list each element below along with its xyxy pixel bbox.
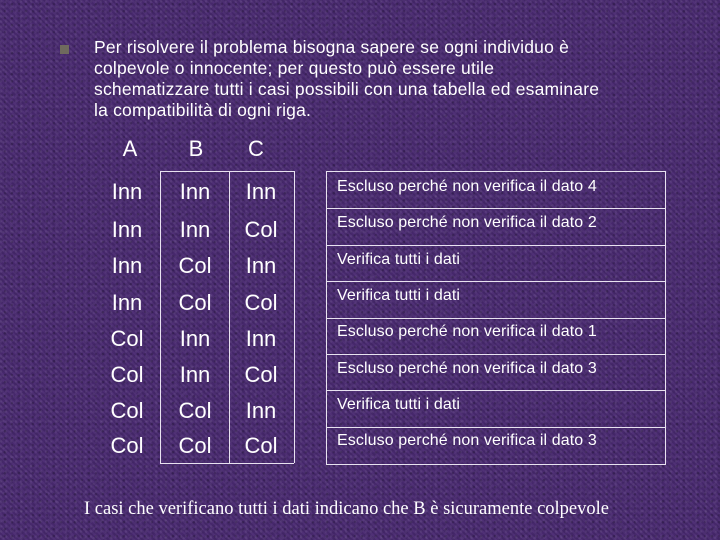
row-divider xyxy=(327,245,665,246)
cell-c: Col xyxy=(244,362,278,387)
row-divider xyxy=(327,427,665,428)
cell-b: Col xyxy=(178,290,212,315)
intro-line: colpevole o innocente; per questo può essere utile xyxy=(94,58,495,78)
cell-b: Inn xyxy=(179,326,211,351)
cell-c: Inn xyxy=(245,179,277,204)
intro-line: schematizzare tutti i casi possibili con una tabella ed esaminare xyxy=(94,79,600,99)
row-verdict: Escluso perché non verifica il dato 3 xyxy=(337,432,597,449)
row-divider xyxy=(327,354,665,355)
header-c: C xyxy=(248,136,264,161)
cell-a: Inn xyxy=(111,217,143,242)
intro-line: Per risolvere il problema bisogna sapere se ogni individuo è xyxy=(94,37,570,57)
cell-c: Col xyxy=(244,290,278,315)
intro-text xyxy=(94,37,684,121)
row-divider xyxy=(327,208,665,209)
truth-table xyxy=(92,136,294,464)
cell-b: Col xyxy=(178,433,212,458)
verdict-column xyxy=(326,171,666,465)
row-verdict: Escluso perché non verifica il dato 3 xyxy=(337,360,597,377)
cell-c: Col xyxy=(244,217,278,242)
intro-line: la compatibilità di ogni riga. xyxy=(94,100,312,120)
cell-a: Inn xyxy=(111,179,143,204)
row-divider xyxy=(327,390,665,391)
cell-c: Col xyxy=(244,433,278,458)
cell-a: Col xyxy=(110,362,144,387)
bullet-square-icon xyxy=(60,45,69,54)
cell-b: Inn xyxy=(179,217,211,242)
cell-c: Inn xyxy=(245,253,277,278)
header-a: A xyxy=(122,136,138,161)
cell-b: Inn xyxy=(179,179,211,204)
row-verdict: Verifica tutti i dati xyxy=(337,287,461,304)
cell-c: Inn xyxy=(245,398,277,423)
row-divider xyxy=(327,281,665,282)
row-verdict: Escluso perché non verifica il dato 4 xyxy=(337,178,597,195)
row-divider xyxy=(327,318,665,319)
cell-b: Inn xyxy=(179,362,211,387)
row-verdict: Verifica tutti i dati xyxy=(337,396,461,413)
row-verdict: Escluso perché non verifica il dato 1 xyxy=(337,323,597,340)
row-verdict: Verifica tutti i dati xyxy=(337,251,461,268)
cell-a: Col xyxy=(110,398,144,423)
table-divider xyxy=(160,171,294,172)
conclusion-text: I casi che verificano tutti i dati indicano che B è sicuramente colpevole xyxy=(84,499,609,519)
cell-a: Col xyxy=(110,326,144,351)
table-divider xyxy=(160,463,294,464)
row-verdict: Escluso perché non verifica il dato 2 xyxy=(337,214,597,231)
cell-c: Inn xyxy=(245,326,277,351)
cell-a: Col xyxy=(110,433,144,458)
cell-b: Col xyxy=(178,398,212,423)
cell-a: Inn xyxy=(111,253,143,278)
cell-a: Inn xyxy=(111,290,143,315)
header-b: B xyxy=(188,136,204,161)
cell-b: Col xyxy=(178,253,212,278)
